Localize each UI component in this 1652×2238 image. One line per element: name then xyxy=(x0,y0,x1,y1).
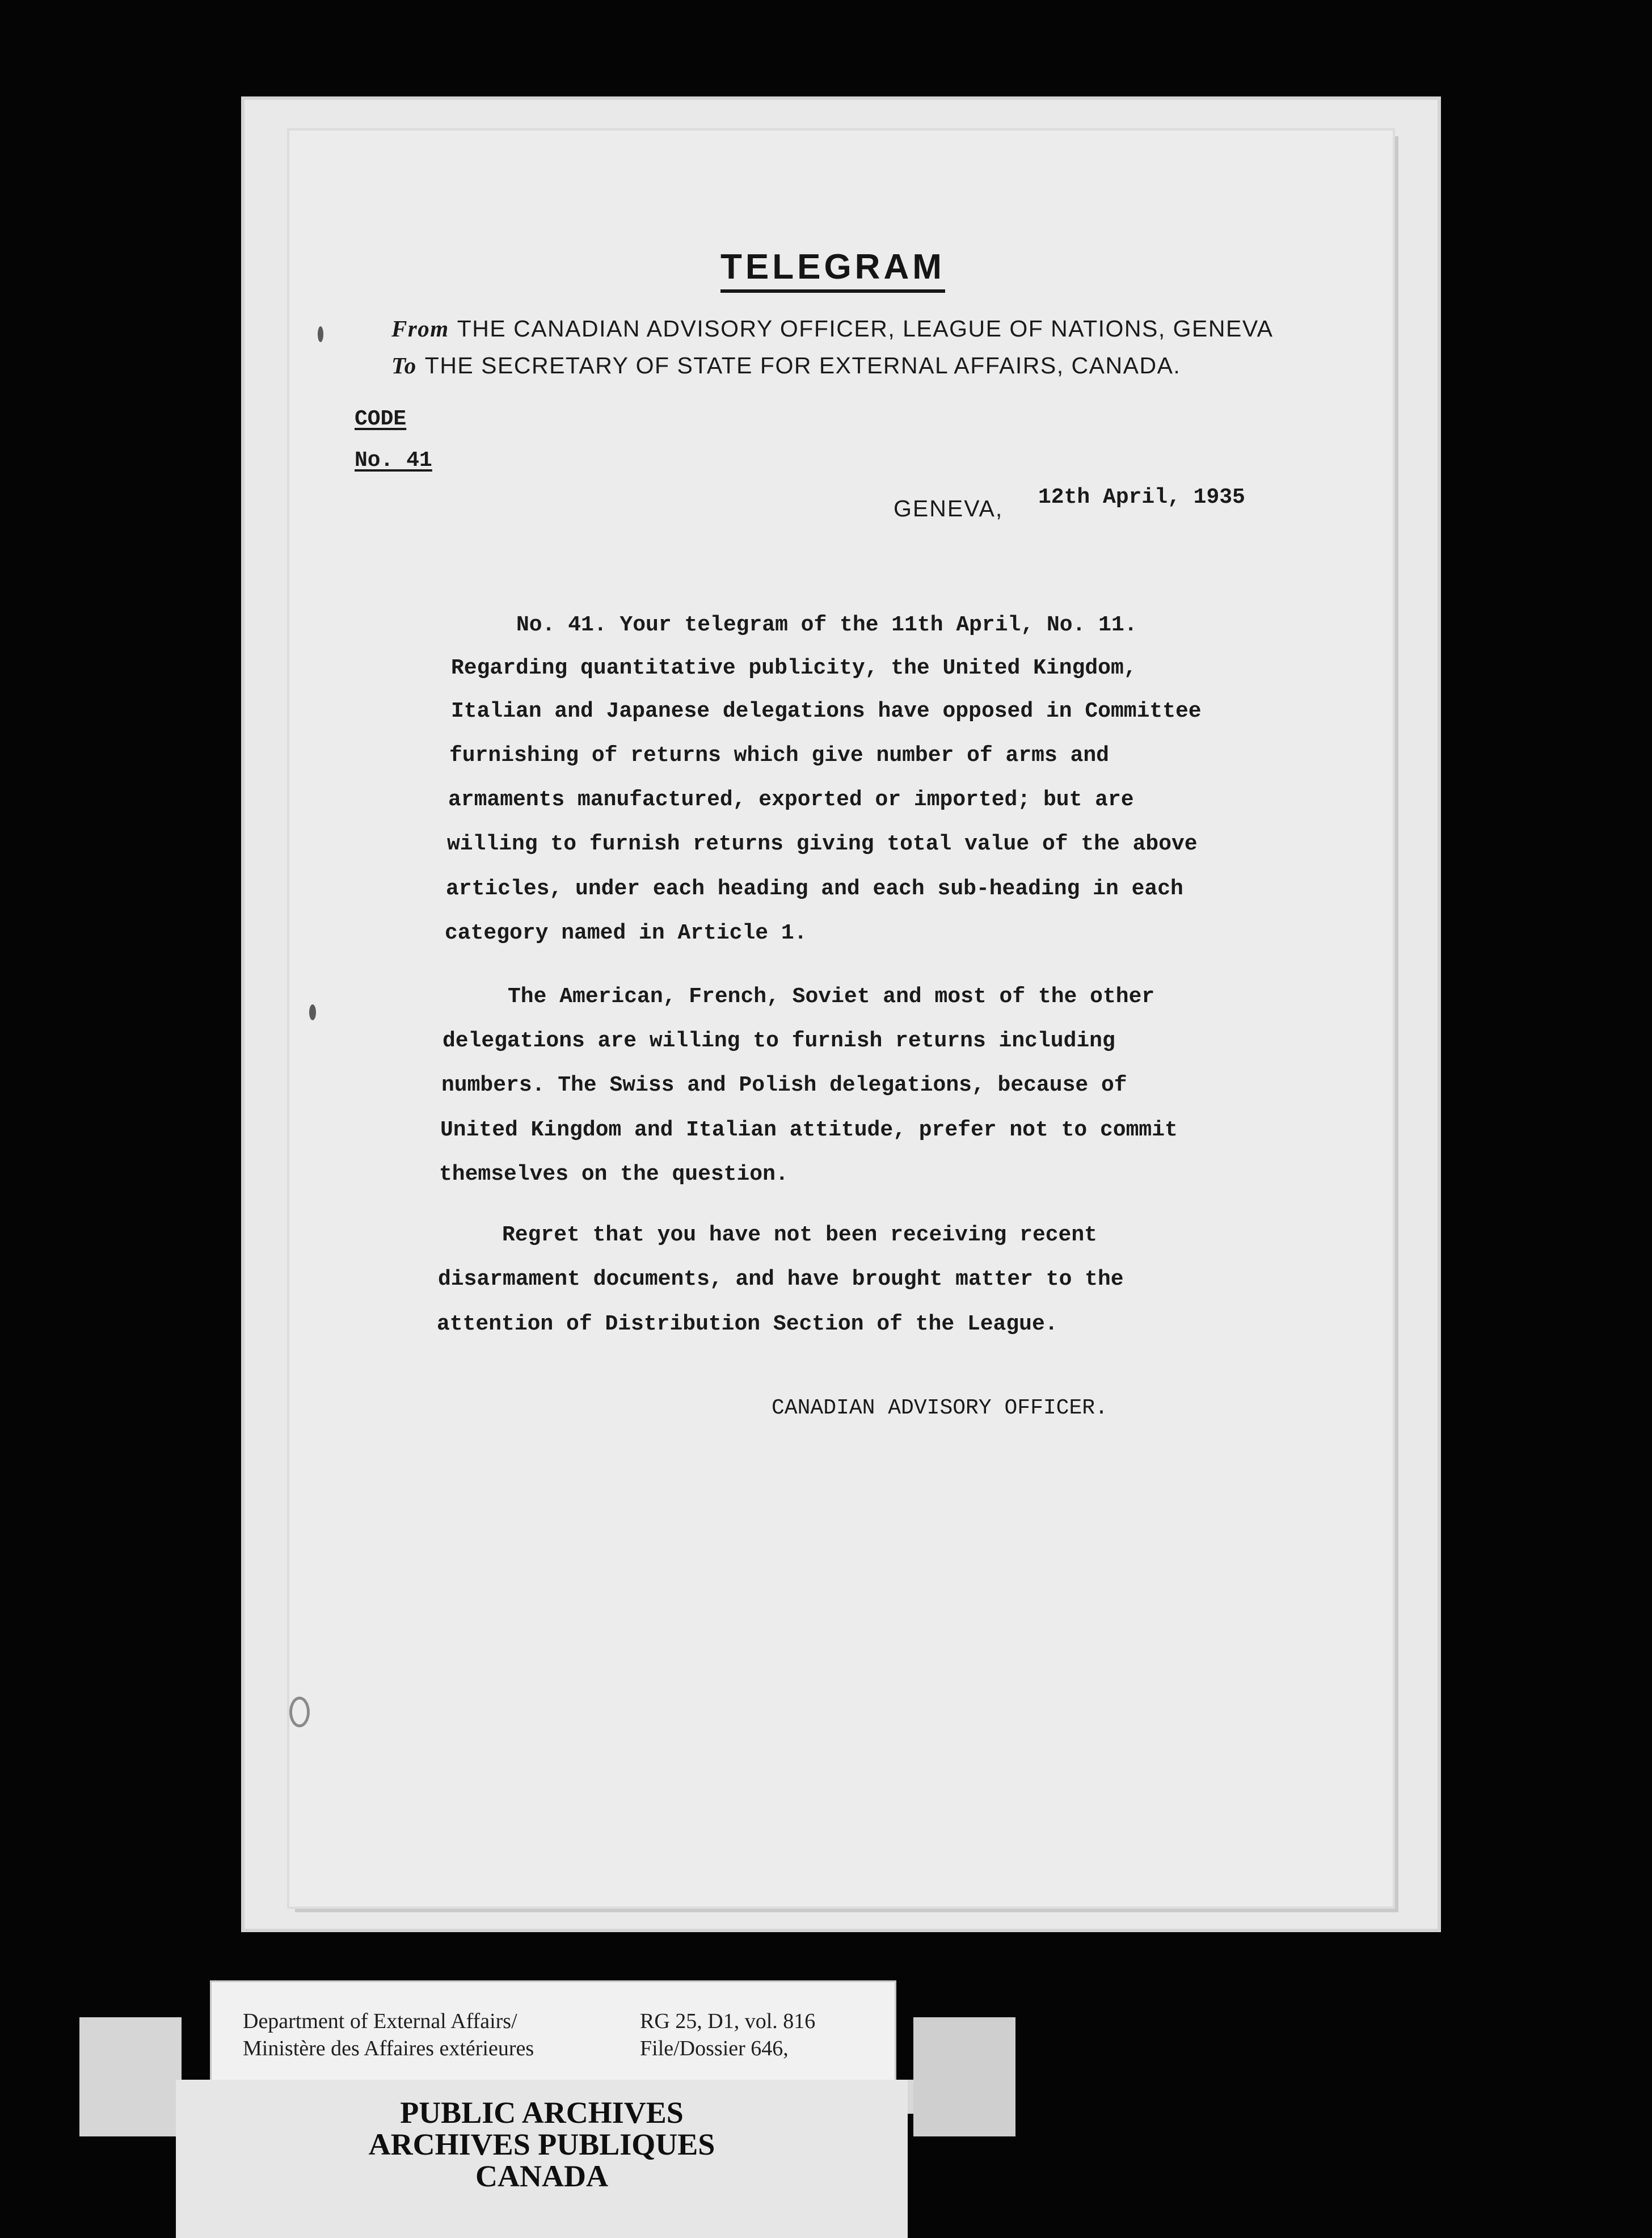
margin-mark xyxy=(318,326,323,342)
department-fr: Ministère des Affaires extérieures xyxy=(243,2037,534,2060)
label-tab-left xyxy=(79,2017,182,2136)
body-line: numbers. The Swiss and Polish delegations, because of xyxy=(441,1073,1127,1097)
body-line: furnishing of returns which give number of arms and xyxy=(449,743,1109,768)
date: 12th April, 1935 xyxy=(1038,485,1245,510)
body-line: Regret that you have not been receiving recent xyxy=(502,1223,1097,1247)
body-line: attention of Distribution Section of the League. xyxy=(437,1312,1058,1336)
telegram-title: TELEGRAM xyxy=(720,247,945,293)
place: GENEVA, xyxy=(894,495,1004,521)
archives-country: CANADA xyxy=(475,2159,608,2193)
code-label: CODE xyxy=(355,407,407,431)
record-group: RG 25, D1, vol. 816 xyxy=(640,2009,816,2033)
to-text: THE SECRETARY OF STATE FOR EXTERNAL AFFAIRS, CANADA. xyxy=(424,352,1181,378)
from-lead: From xyxy=(391,315,449,342)
body-line: themselves on the question. xyxy=(439,1162,789,1187)
reference-text xyxy=(640,2008,815,2062)
archive-reference-label xyxy=(210,1980,896,2094)
telegram-sheet xyxy=(289,131,1393,1907)
archives-stamp xyxy=(176,2097,908,2192)
to-line xyxy=(391,352,1181,379)
signature: CANADIAN ADVISORY OFFICER. xyxy=(772,1396,1108,1420)
file-number: File/Dossier 646, xyxy=(640,2037,789,2060)
department-text xyxy=(243,2008,534,2062)
department-en: Department of External Affairs/ xyxy=(243,2009,517,2033)
body-line: articles, under each heading and each sub-heading in each xyxy=(446,877,1183,901)
public-archives-label xyxy=(176,2080,908,2238)
body-line: category named in Article 1. xyxy=(445,921,807,945)
body-line: Regarding quantitative publicity, the United Kingdom, xyxy=(451,656,1137,680)
margin-mark xyxy=(309,1004,316,1020)
from-text: THE CANADIAN ADVISORY OFFICER, LEAGUE OF NATIONS, GENEVA xyxy=(457,315,1274,342)
body-line: armaments manufactured, exported or imported; but are xyxy=(448,788,1134,812)
archives-fr: ARCHIVES PUBLIQUES xyxy=(368,2127,715,2161)
body-line: Italian and Japanese delegations have opposed in Committee xyxy=(451,699,1202,723)
body-line: No. 41. Your telegram of the 11th April, No. 11. xyxy=(516,613,1137,637)
body-line: delegations are willing to furnish returns including xyxy=(442,1029,1115,1053)
to-lead: To xyxy=(391,352,417,378)
from-line xyxy=(391,315,1274,342)
archives-en: PUBLIC ARCHIVES xyxy=(400,2096,684,2130)
body-line: willing to furnish returns giving total value of the above xyxy=(447,832,1198,856)
body-line: The American, French, Soviet and most of the other xyxy=(508,985,1155,1009)
body-line: disarmament documents, and have brought matter to the xyxy=(438,1267,1124,1292)
number-label: No. 41 xyxy=(355,448,432,473)
body-line: United Kingdom and Italian attitude, prefer not to commit xyxy=(440,1118,1178,1142)
label-tab-right xyxy=(913,2017,1015,2136)
hole-mark xyxy=(289,1697,310,1727)
